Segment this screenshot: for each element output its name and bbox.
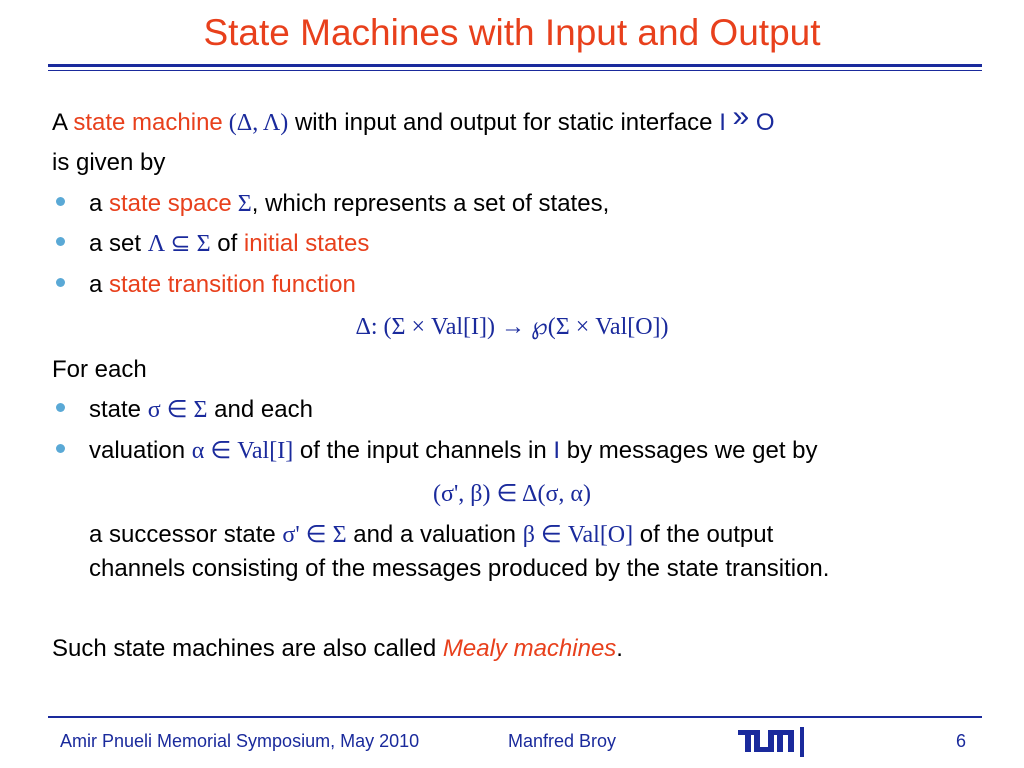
bullet-valuation: valuation α ∈ Val[I] of the input channels in I by messages we get by (89, 437, 818, 464)
successor-formula: (σ', β) ∈ Δ(σ, α) (433, 481, 591, 507)
slide-title: State Machines with Input and Output (203, 12, 821, 53)
bullet-transition-function: a state transition function (89, 271, 356, 298)
bullet-icon (56, 444, 65, 453)
for-each-line: For each (52, 356, 147, 383)
bullet-initial-states: a set Λ ⊆ Σ of initial states (89, 230, 370, 257)
interface-input: I (719, 109, 726, 136)
title-rule-thin (48, 70, 982, 71)
bullet-icon (56, 237, 65, 246)
bullet-state: state σ ∈ Σ and each (89, 396, 313, 423)
mealy-line: Such state machines are also called Mealy machines. (52, 635, 623, 662)
interface-arrow: » (732, 100, 750, 133)
bullet-icon (56, 403, 65, 412)
interface-output: O (755, 109, 775, 136)
bullet-icon (56, 278, 65, 287)
footer-event: Amir Pnueli Memorial Symposium, May 2010 (60, 731, 420, 751)
page-number: 6 (956, 731, 967, 751)
successor-line-2: channels consisting of the messages produced by the state transition. (89, 555, 830, 582)
successor-line-1: a successor state σ' ∈ Σ and a valuation β ∈ Val[O] of the output (89, 521, 774, 548)
transition-formula: Δ: (Σ × Val[I]) → ℘(Σ × Val[O]) (355, 314, 669, 340)
tum-logo-icon (738, 727, 810, 757)
title-rule-thick (48, 64, 982, 67)
intro-line: A state machine (Δ, Λ) with input and output for static interface I » O (52, 100, 775, 136)
intro-cont: is given by (52, 149, 166, 176)
machine-params: (Δ, Λ) (222, 110, 289, 136)
term-mealy-machines: Mealy machines (442, 635, 617, 662)
footer-author: Manfred Broy (508, 731, 617, 751)
footer-rule (48, 716, 982, 718)
term-state-machine: state machine (73, 109, 223, 136)
bullet-icon (56, 197, 65, 206)
bullet-state-space: a state space Σ, which represents a set of states, (89, 190, 610, 217)
